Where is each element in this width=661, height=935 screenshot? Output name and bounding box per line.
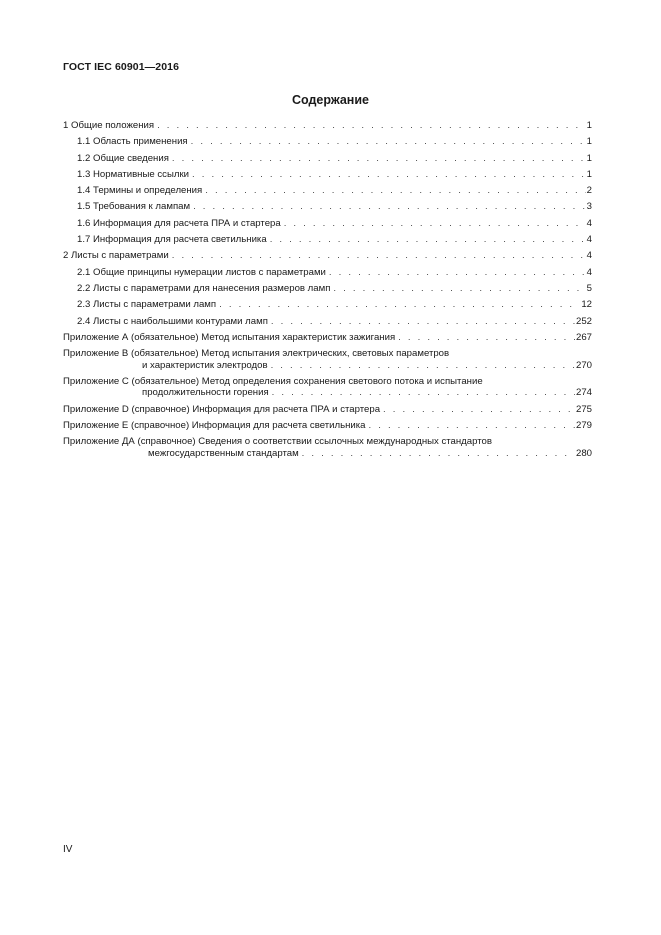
- toc-entry-page: 4: [586, 217, 592, 229]
- toc-entry[interactable]: [63, 332, 592, 343]
- dot-leader: [192, 169, 586, 180]
- toc-entry-text: Приложение ДА (справочное) Сведения о соответствии ссылочных международных стандартов: [63, 436, 492, 448]
- toc-entry-page: 280: [575, 447, 592, 459]
- toc-entry-page: 4: [586, 266, 592, 278]
- toc-entry-page: 1: [586, 120, 592, 131]
- toc-entry[interactable]: [63, 169, 592, 180]
- dot-leader: [191, 136, 586, 147]
- toc-entry-text: 2.3 Листы с параметрами ламп: [77, 299, 217, 311]
- toc-title: Содержание: [291, 93, 369, 107]
- dot-leader: [270, 234, 586, 245]
- dot-leader: [271, 360, 575, 371]
- toc-entry-page: 4: [586, 234, 592, 246]
- dot-leader: [272, 387, 575, 398]
- dot-leader: [172, 153, 586, 164]
- toc-entry-page: 1: [586, 152, 592, 164]
- toc-entry-text: 2.4 Листы с наибольшими контурами ламп: [77, 315, 268, 327]
- dot-leader: [205, 185, 585, 196]
- toc-entry[interactable]: [63, 436, 592, 459]
- toc-entry[interactable]: [63, 299, 592, 310]
- dot-leader: [193, 201, 586, 212]
- toc-entry-page: 5: [586, 282, 592, 294]
- toc-entry-text: Приложение В (обязательное) Метод испытания электрических, световых параметров: [63, 348, 450, 360]
- toc-entry-text-continued: продолжительности горения: [142, 387, 269, 399]
- dot-leader: [219, 299, 580, 310]
- toc-entry[interactable]: [63, 250, 592, 261]
- toc-entry-text: 1 Общие положения: [63, 120, 155, 131]
- toc-entry[interactable]: [63, 136, 592, 147]
- toc-entry-text-continued: и характеристик электродов: [142, 359, 268, 371]
- toc-entry-text: 2.2 Листы с параметрами для нанесения размеров ламп: [77, 282, 331, 294]
- toc-entry-text: 2 Листы с параметрами: [63, 250, 169, 262]
- toc-entry[interactable]: [63, 234, 592, 245]
- toc-entry-page: 270: [575, 359, 592, 371]
- toc-entry-page: 4: [586, 250, 592, 262]
- toc-entry-text: 1.1 Область применения: [77, 136, 188, 148]
- toc-entry-page: 2: [586, 185, 592, 197]
- toc-entry-text: 1.5 Требования к лампам: [77, 201, 191, 213]
- toc-entry-text: Приложение А (обязательное) Метод испытания характеристик зажигания: [63, 331, 396, 343]
- toc-entry-text: 1.7 Информация для расчета светильника: [77, 234, 267, 246]
- toc-entry-text: 1.6 Информация для расчета ПРА и стартера: [77, 217, 281, 229]
- toc-entry[interactable]: [63, 316, 592, 327]
- toc-entry[interactable]: [63, 120, 592, 131]
- toc-entry-page: 275: [575, 403, 592, 415]
- dot-leader: [157, 120, 586, 131]
- toc-entry[interactable]: [63, 267, 592, 278]
- dot-leader: [329, 267, 586, 278]
- toc-entry-page: 12: [581, 299, 592, 311]
- toc-entry[interactable]: [63, 218, 592, 229]
- toc-entry[interactable]: [63, 348, 592, 371]
- dot-leader: [302, 448, 575, 459]
- dot-leader: [172, 250, 586, 261]
- toc-entry-page: 1: [586, 168, 592, 180]
- toc-entry-text-continued: межгосударственным стандартам: [148, 447, 299, 459]
- toc-entry[interactable]: [63, 420, 592, 431]
- toc-entry[interactable]: [63, 185, 592, 196]
- toc-entry-page: 3: [586, 201, 592, 213]
- dot-leader: [271, 316, 575, 327]
- toc-entry-page: 1: [586, 136, 592, 148]
- toc-entry-page: 279: [575, 419, 592, 431]
- toc-entry[interactable]: [63, 153, 592, 164]
- table-of-contents: [63, 120, 592, 464]
- toc-entry[interactable]: [63, 404, 592, 415]
- dot-leader: [333, 283, 585, 294]
- toc-entry-text: Приложение С (обязательное) Метод определения сохранения светового потока и испытание: [63, 375, 483, 387]
- toc-entry-page: 252: [575, 315, 592, 327]
- toc-entry-text: 1.4 Термины и определения: [77, 185, 203, 197]
- document-id: ГОСТ IEC 60901—2016: [63, 61, 180, 73]
- toc-entry-page: 267: [575, 331, 592, 343]
- page-number: IV: [63, 844, 73, 855]
- dot-leader: [398, 332, 575, 343]
- toc-entry-text: 1.2 Общие сведения: [77, 152, 169, 164]
- toc-entry[interactable]: [63, 201, 592, 212]
- dot-leader: [368, 420, 575, 431]
- toc-entry-text: Приложение Е (справочное) Информация для расчета светильника: [63, 419, 366, 431]
- toc-entry[interactable]: [63, 283, 592, 294]
- toc-entry[interactable]: [63, 376, 592, 399]
- toc-entry-text: 2.1 Общие принципы нумерации листов с параметрами: [77, 266, 326, 278]
- dot-leader: [383, 404, 575, 415]
- toc-entry-page: 274: [575, 387, 592, 399]
- toc-entry-text: 1.3 Нормативные ссылки: [77, 168, 190, 180]
- dot-leader: [284, 218, 586, 229]
- toc-entry-text: Приложение D (справочное) Информация для расчета ПРА и стартера: [63, 403, 381, 415]
